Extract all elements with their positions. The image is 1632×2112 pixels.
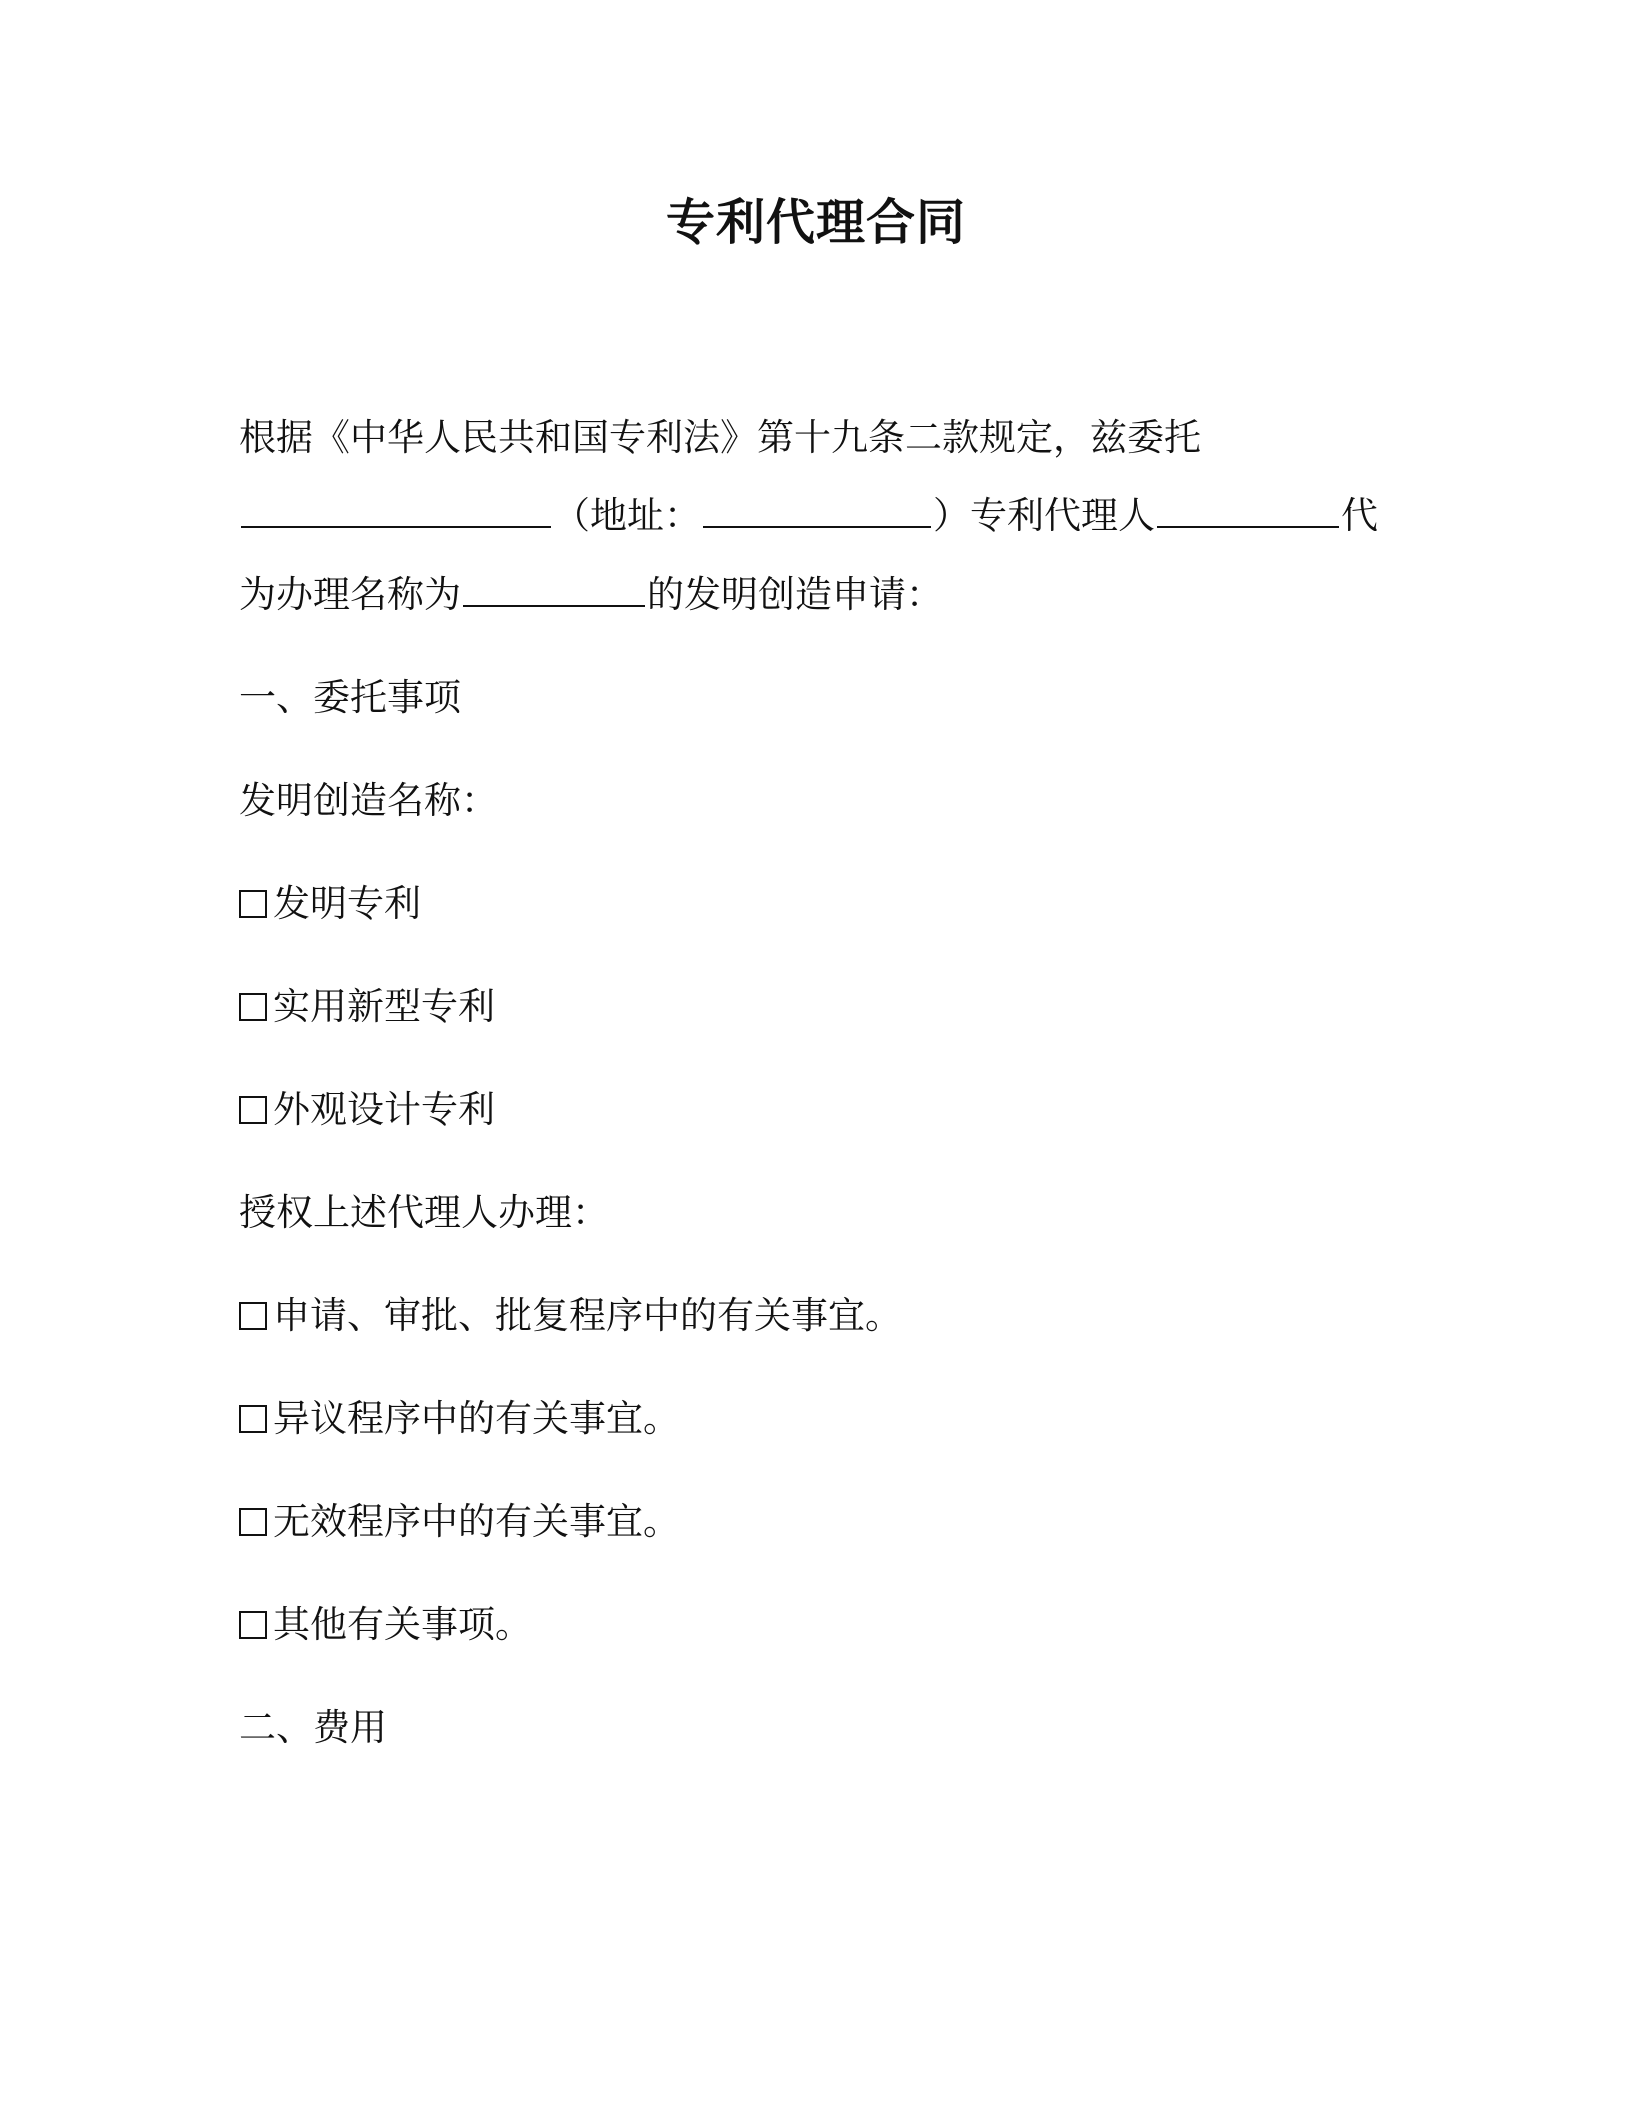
principal-blank[interactable]: [241, 490, 551, 528]
checkbox-application-matters[interactable]: [239, 1302, 267, 1330]
checkbox-other-matters[interactable]: [239, 1611, 267, 1639]
address-label: （地址：: [553, 494, 701, 537]
address-blank[interactable]: [703, 490, 931, 528]
on-behalf-label: 代: [1341, 494, 1378, 537]
patent-type-utility: [239, 979, 495, 1035]
patent-type-design: [239, 1082, 495, 1138]
section-1-heading: 一、委托事项: [239, 676, 461, 719]
matter-application: [239, 1288, 902, 1344]
section-2-heading: 二、费用: [239, 1706, 387, 1749]
checkbox-label: 异议程序中的有关事宜。: [273, 1397, 680, 1440]
intro-line-1: 根据《中华人民共和国专利法》第十九条二款规定，兹委托: [239, 416, 1201, 459]
document-title: 专利代理合同: [665, 194, 966, 251]
matter-invalidation: [239, 1494, 680, 1550]
checkbox-opposition-matters[interactable]: [239, 1405, 267, 1433]
authorize-label: 授权上述代理人办理：: [239, 1191, 609, 1234]
checkbox-invalidation-matters[interactable]: [239, 1508, 267, 1536]
agent-blank[interactable]: [1157, 490, 1339, 528]
invention-name-label: 发明创造名称：: [239, 779, 498, 822]
checkbox-design-patent[interactable]: [239, 1096, 267, 1124]
checkbox-label: 其他有关事项。: [273, 1603, 532, 1646]
checkbox-utility-model-patent[interactable]: [239, 993, 267, 1021]
matter-other: [239, 1597, 532, 1653]
checkbox-label: 发明专利: [273, 882, 421, 925]
application-suffix: 的发明创造申请：: [647, 573, 943, 616]
checkbox-label: 实用新型专利: [273, 985, 495, 1028]
agent-label: ）专利代理人: [933, 494, 1155, 537]
checkbox-label: 外观设计专利: [273, 1088, 495, 1131]
patent-type-invention: [239, 876, 421, 932]
intro-line-3: [239, 567, 943, 623]
checkbox-label: 申请、审批、批复程序中的有关事宜。: [273, 1294, 902, 1337]
checkbox-invention-patent[interactable]: [239, 890, 267, 918]
intro-line-2: [239, 488, 1378, 544]
checkbox-label: 无效程序中的有关事宜。: [273, 1500, 680, 1543]
invention-name-blank[interactable]: [463, 569, 645, 607]
matter-opposition: [239, 1391, 680, 1447]
invention-name-prefix: 为办理名称为: [239, 573, 461, 616]
